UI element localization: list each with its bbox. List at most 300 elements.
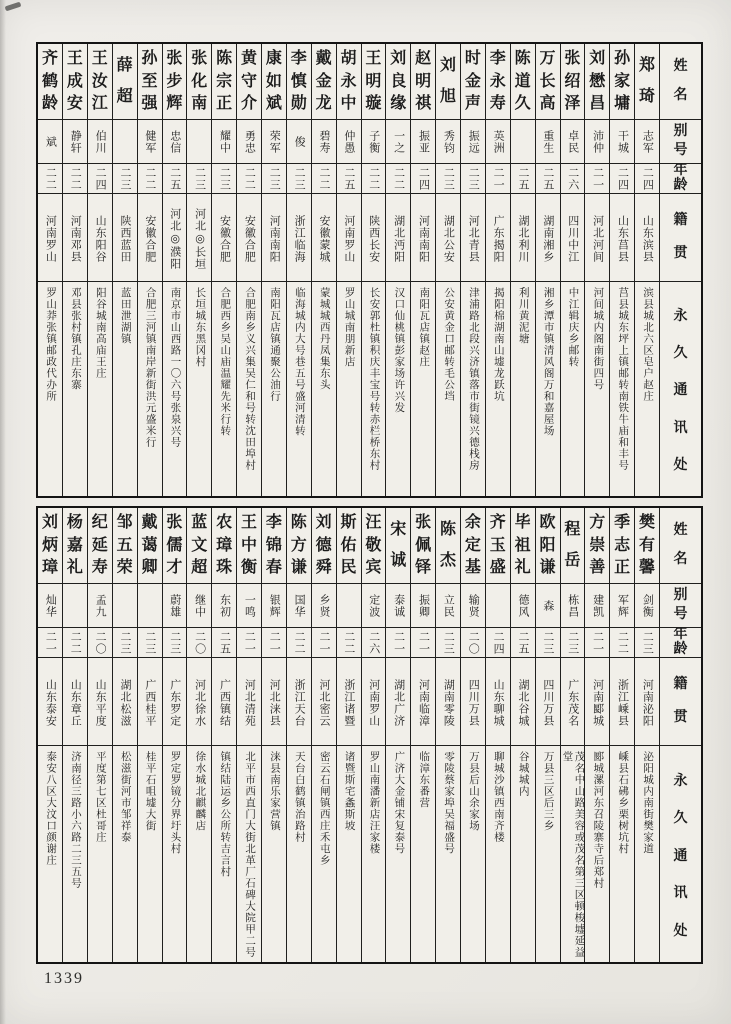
native-cell [561,658,585,746]
address-cell-text: 南阳瓦店镇赵庄 [418,287,430,368]
alias-cell [312,584,336,628]
native-cell-text: 山东莒县 [616,214,629,263]
name-char: 余 [464,513,481,531]
alias-cell-text: 振亚 [417,129,430,154]
entry-column [87,508,112,962]
native-cell [536,194,560,282]
age-cell [511,164,535,194]
address-cell [536,282,560,496]
age-cell [138,164,162,194]
address-cell-text: 长安郭杜镇积庆丰宝号转赤栏桥东村 [368,287,380,471]
name-cell [287,44,311,120]
name-char: 康 [265,49,282,67]
address-cell [585,746,609,962]
name-char: 齐 [42,49,59,67]
native-cell [436,658,460,746]
header-char: 名 [673,552,688,568]
age-cell [411,628,435,658]
entry-column [510,508,535,962]
entry-column [435,44,460,496]
native-cell-text: 山东泰安 [44,678,57,727]
native-cell [585,658,609,746]
header-char: 永 [673,773,688,789]
name-cell [38,508,62,584]
age-cell [635,628,659,658]
age-cell [88,164,112,194]
age-cell [113,628,137,658]
address-cell [312,282,336,496]
alias-cell [212,120,236,164]
native-cell-text: 安徽合肥 [243,214,256,263]
alias-cell-text: 干城 [616,129,629,154]
name-cell [312,508,336,584]
name-cell [461,508,485,584]
address-cell-text: 桂平石咀墟大街 [144,751,156,832]
name-char: 蓝 [191,513,208,531]
name-char: 昌 [589,95,606,113]
age-cell-text: 二四 [641,166,654,191]
name-char: 佑 [340,536,357,554]
native-cell [113,194,137,282]
name-char: 永 [340,72,357,90]
age-cell [610,628,634,658]
name-char: 龄 [42,95,59,113]
alias-cell [635,120,659,164]
name-char: 久 [514,95,531,113]
address-cell [187,282,211,496]
header-char: 讯 [673,420,688,436]
native-cell-text: 湖南湘乡 [541,214,554,263]
native-cell [63,658,87,746]
name-char: 胡 [340,49,357,67]
header-char: 贯 [673,246,688,262]
address-cell [163,282,187,496]
entry-column [560,508,585,962]
address-cell-text: 聊城沙镇西南齐楼 [492,751,504,843]
entry-column [236,44,261,496]
native-cell-text: 河南南阳 [417,214,430,263]
name-char: 农 [216,513,233,531]
name-char: 齐 [489,513,506,531]
age-cell [337,628,361,658]
entry-column [186,44,211,496]
alias-cell [461,120,485,164]
alias-cell-text: 耀中 [218,129,231,154]
alias-cell [262,120,286,164]
address-cell-text: 万县三区后三乡 [542,751,554,832]
header-char: 永 [673,309,688,325]
name-char: 陈 [440,521,457,539]
name-char: 锦 [265,536,282,554]
native-cell [38,658,62,746]
alias-cell-text: 东初 [218,593,231,618]
alias-cell-text: 定波 [367,593,380,618]
address-cell-text: 广济大金铺宋复泰号 [393,751,405,855]
native-cell-text: 广东茂名 [566,678,579,727]
address-cell-text: 中江辑庆乡邮转 [567,287,579,368]
name-cell [187,508,211,584]
name-char: 成 [66,72,83,90]
alias-cell [536,584,560,628]
alias-cell [337,584,361,628]
age-cell [536,628,560,658]
address-cell-text: 合肥西乡吴山庙温耀先米行转 [219,287,231,437]
alias-cell [88,584,112,628]
alias-cell-text: 伯川 [94,129,107,154]
address-cell-text: 邓县张村镇孔庄东寨 [69,287,81,391]
address-cell-text: 莒县城东坪上镇邮转南铁牛庙和丰号 [617,287,629,471]
native-cell [436,194,460,282]
name-char: 荣 [116,559,133,577]
name-char: 王 [91,49,108,67]
native-cell [187,194,211,282]
header-char: 通 [673,848,688,864]
native-cell [362,658,386,746]
age-cell-text: 二四 [616,166,629,191]
name-char: 程 [564,521,581,539]
name-char: 至 [141,72,158,90]
native-cell-text: 湖北沔阳 [392,214,405,263]
native-cell-text: 安徽合肥 [143,214,156,263]
name-char: 高 [539,95,556,113]
entry-column [609,44,634,496]
name-char: 辉 [166,95,183,113]
alias-cell-text: 勇忠 [243,129,256,154]
native-cell-text: 河北◎濮阳 [168,207,181,270]
address-cell-text: 滨县城北六区皂户赵庄 [642,287,654,402]
entry-column [87,44,112,496]
native-cell-text: 山东平度 [94,678,107,727]
name-char: 毕 [514,513,531,531]
entry-column [112,508,137,962]
name-char: 刘 [390,49,407,67]
address-cell [635,746,659,962]
address-cell [287,282,311,496]
native-cell [187,658,211,746]
header-name [660,508,701,584]
alias-cell-text: 军辉 [616,593,629,618]
age-cell-text: 二四 [94,166,107,191]
native-cell-text: 湖北松滋 [118,678,131,727]
native-cell-text: 河南泌阳 [641,678,654,727]
name-cell [585,508,609,584]
native-cell-text: 安徽蒙城 [317,214,330,263]
age-cell [386,164,410,194]
name-char: 阳 [539,536,556,554]
name-char: 张 [415,513,432,531]
name-char: 化 [191,72,208,90]
name-char: 春 [265,559,282,577]
address-cell-text: 临海城内大号巷五号盛河清转 [293,287,305,437]
native-cell [386,658,410,746]
name-char: 礼 [514,559,531,577]
alias-cell [287,584,311,628]
name-cell [262,508,286,584]
address-cell [63,746,87,962]
name-char: 衡 [241,559,258,577]
address-cell-text: 密云石闸镇西庄禾屯乡 [318,751,330,866]
address-cell [436,746,460,962]
address-cell-text: 罗山莽张镇邮政代办所 [45,287,57,402]
age-cell-text: 二一 [268,630,281,655]
name-char: 正 [216,95,233,113]
native-cell-text: 陕西长安 [367,214,380,263]
alias-cell [337,120,361,164]
name-char: 祖 [514,536,531,554]
name-char: 郑 [639,57,656,75]
native-cell-text: 河南罗山 [342,214,355,263]
alias-cell-text: 振远 [467,129,480,154]
name-char: 佩 [415,536,432,554]
name-char: 宾 [365,559,382,577]
address-cell [287,746,311,962]
alias-cell-text: 沛仲 [591,129,604,154]
name-char: 馨 [639,559,656,577]
alias-cell [163,120,187,164]
address-cell [511,282,535,496]
name-char: 铎 [415,559,432,577]
name-char: 步 [166,72,183,90]
address-cell [88,282,112,496]
alias-cell [610,120,634,164]
age-cell-text: 二三 [641,630,654,655]
name-char: 祺 [415,95,432,113]
native-cell [486,658,510,746]
native-cell [610,658,634,746]
address-cell [610,746,634,962]
name-char: 正 [614,559,631,577]
age-cell-text: 二〇 [193,630,206,655]
address-cell-text: 镇结陆运乡公所转吉言村 [219,751,231,878]
alias-cell [610,584,634,628]
entry-column [410,44,435,496]
name-char: 嘉 [66,536,83,554]
entry-column [112,44,137,496]
native-cell-text: 广西桂平 [143,678,156,727]
address-cell-text: 零陵蔡家埠吴福盛号 [443,751,455,855]
native-cell-text: 四川中江 [566,214,579,263]
age-cell [237,164,261,194]
name-char: 强 [141,95,158,113]
name-cell [163,508,187,584]
age-cell [585,628,609,658]
name-char: 炳 [42,536,59,554]
native-cell [362,194,386,282]
entry-column [336,508,361,962]
name-char: 张 [564,49,581,67]
age-cell-text: 二五 [168,166,181,191]
name-char: 宋 [390,521,407,539]
name-cell [610,508,634,584]
alias-cell [63,584,87,628]
name-char: 超 [116,87,133,105]
alias-cell [585,120,609,164]
name-char: 鹤 [42,72,59,90]
age-cell-text: 二一 [417,630,430,655]
header-char: 姓 [673,522,688,538]
name-char: 宗 [216,72,233,90]
entry-column [137,508,162,962]
native-cell-text: 河北青县 [467,214,480,263]
native-cell-text: 浙江嵊县 [616,678,629,727]
age-cell-text: 二二 [317,166,330,191]
age-cell-text: 二二 [69,630,82,655]
age-cell-text: 二三 [442,166,455,191]
native-cell-text: 安徽合肥 [218,214,231,263]
native-cell-text: 四川万县 [467,678,480,727]
age-cell [486,628,510,658]
alias-cell [386,584,410,628]
header-native [660,194,701,282]
age-cell [635,164,659,194]
alias-cell [461,584,485,628]
name-char: 守 [241,72,258,90]
native-cell-text: 山东滨县 [641,214,654,263]
header-address [660,282,701,496]
entry-column [336,44,361,496]
name-cell [561,508,585,584]
name-char: 盛 [489,559,506,577]
address-cell [262,282,286,496]
name-char: 黄 [241,49,258,67]
name-char: 岳 [564,551,581,569]
address-cell [561,746,585,962]
age-cell-text: 二一 [243,630,256,655]
alias-cell [63,120,87,164]
name-char: 江 [91,95,108,113]
name-char: 泽 [564,95,581,113]
alias-cell-text: 蔚雄 [168,593,181,618]
name-char: 绍 [564,72,581,90]
name-char: 璋 [42,559,59,577]
name-char: 旭 [440,87,457,105]
age-cell [163,164,187,194]
name-char: 南 [191,95,208,113]
name-cell [63,44,87,120]
name-char: 家 [614,72,631,90]
alias-cell-text: 仲愚 [342,129,355,154]
header-column [659,44,701,496]
alias-cell [561,584,585,628]
name-cell [561,44,585,120]
entry-column [38,508,62,962]
address-cell [411,282,435,496]
alias-cell-text: 荣军 [268,129,281,154]
alias-cell-text: 忠信 [168,129,181,154]
address-cell [138,282,162,496]
name-cell [262,44,286,120]
address-cell [63,282,87,496]
address-cell-text: 嵊县石砩乡栗树坑村 [617,751,629,855]
native-cell-text: 河南罗山 [44,214,57,263]
name-char: 刘 [42,513,59,531]
address-cell-text: 泰安八区大汶口颜谢庄 [45,751,57,866]
alias-cell-text: 输贤 [467,593,480,618]
name-char: 善 [589,559,606,577]
alias-cell [411,120,435,164]
age-cell-text: 二五 [541,166,554,191]
alias-cell [536,120,560,164]
native-cell [337,658,361,746]
entry-column [186,508,211,962]
age-cell [88,628,112,658]
native-cell-text: 湖北利川 [516,214,529,263]
header-age [660,628,701,658]
header-char: 籍 [673,212,688,228]
age-cell-text: 二三 [541,630,554,655]
native-cell [163,194,187,282]
native-cell-text: 河北河间 [591,214,604,263]
name-char: 金 [315,72,332,90]
name-char: 孙 [141,49,158,67]
entry-column [560,44,585,496]
address-cell-text: 泌阳城内南街樊家道 [642,751,654,855]
native-cell-text: 湖南零陵 [442,678,455,727]
address-cell [38,282,62,496]
age-cell [585,164,609,194]
native-cell-text: 浙江临海 [293,214,306,263]
alias-cell-text: 一之 [392,129,405,154]
header-char: 名 [673,88,688,104]
age-cell-text: 二一 [317,630,330,655]
alias-cell [88,120,112,164]
age-cell [212,164,236,194]
name-char: 李 [489,49,506,67]
address-cell-text: 罗山城南朋新店 [343,287,355,368]
name-char: 慎 [290,72,307,90]
age-cell-text: 二二 [392,166,405,191]
address-cell-text: 公安黄金口邮转毛公垱 [443,287,455,402]
name-char: 刘 [315,513,332,531]
native-cell [287,194,311,282]
age-cell-text: 二三 [218,166,231,191]
age-cell [511,628,535,658]
name-char: 龙 [315,95,332,113]
name-char: 璋 [216,536,233,554]
native-cell [635,194,659,282]
name-char: 邹 [116,513,133,531]
age-cell-text: 二五 [516,630,529,655]
native-cell-text: 河南郾城 [591,678,604,727]
alias-cell [38,120,62,164]
age-cell [312,628,336,658]
alias-cell-text: 剑衡 [641,593,654,618]
age-cell [63,164,87,194]
address-cell-text: 南京市山西路一〇六号张泉兴号 [169,287,181,448]
name-char: 舜 [315,559,332,577]
alias-cell [187,120,211,164]
address-cell [411,746,435,962]
header-char: 久 [673,811,688,826]
age-cell-text: 二三 [566,630,579,655]
alias-cell [511,584,535,628]
address-cell-text: 湘乡潭市镇清风阁万和嘉屋场 [542,287,554,437]
entry-column [162,508,187,962]
entry-column [485,508,510,962]
age-cell-text: 二四 [417,166,430,191]
entry-column [211,44,236,496]
name-char: 纪 [91,513,108,531]
address-cell [536,746,560,962]
native-cell-text: 河南罗山 [367,678,380,727]
name-char: 蔼 [141,536,158,554]
page-number: 1339 [44,970,84,987]
address-cell [511,746,535,962]
address-cell-text: 罗定罗镜分界圩头村 [169,751,181,855]
native-cell [237,194,261,282]
address-cell [436,282,460,496]
native-cell-text: 陕西蓝田 [118,214,131,263]
